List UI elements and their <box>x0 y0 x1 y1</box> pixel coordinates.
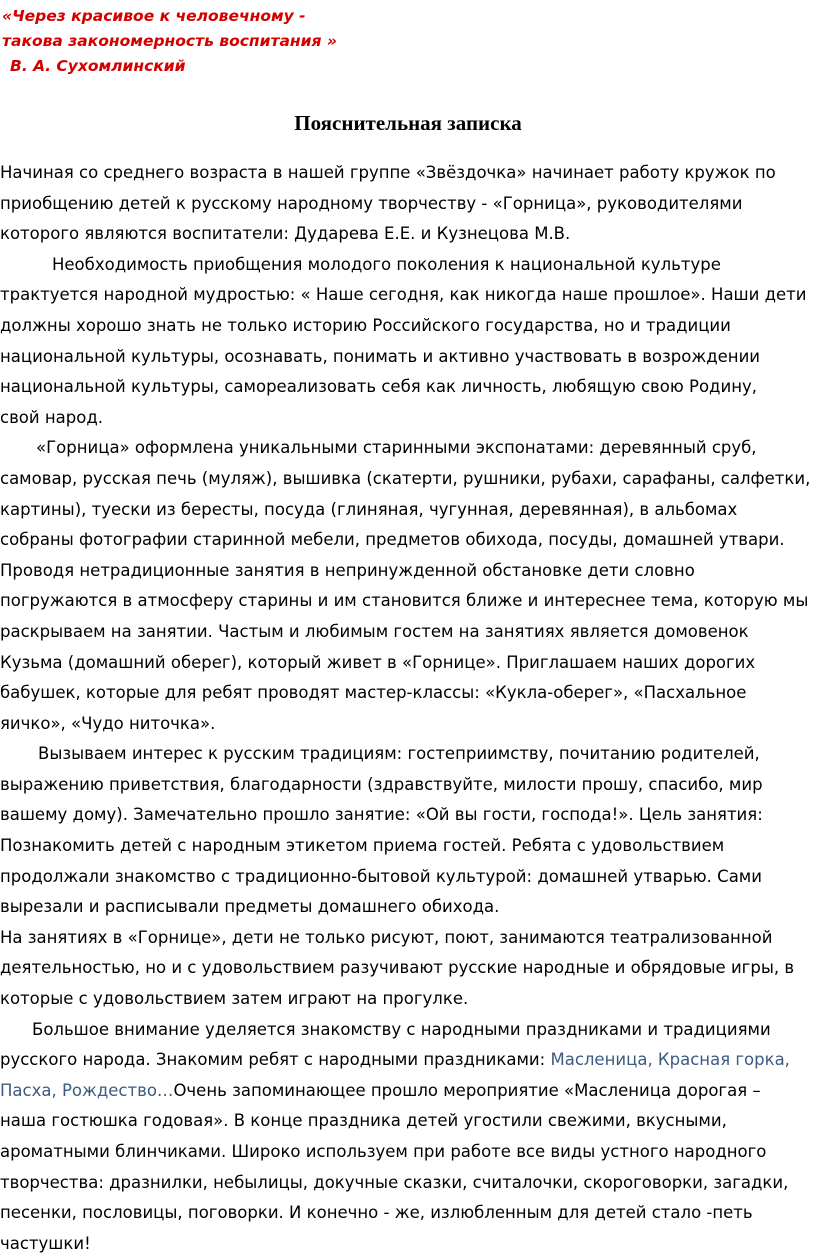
text-line: творчества: дразнилки, небылицы, докучные сказки, считалочки, скороговорки, загадки, <box>0 1172 789 1192</box>
text-line: вашему дому). Замечательно прошло занятие: «Ой вы гости, господа!». Цель занятия: <box>0 805 763 825</box>
text-line: На занятиях в «Горнице», дети не только рисуют, поют, занимаются театрализованной <box>0 927 773 947</box>
text-line: Большое внимание уделяется знакомству с народными праздниками и традициями <box>32 1019 771 1039</box>
text-line: национальной культуры, самореализовать себя как личность, любящую свою Родину, <box>0 377 757 397</box>
text-line: ароматными блинчиками. Широко используем при работе все виды устного народного <box>0 1142 767 1161</box>
text-line: Необходимость приобщения молодого поколения к национальной культуре <box>52 254 721 274</box>
text-line: национальной культуры, осознавать, понимать и активно участвовать в возрождении <box>0 346 761 366</box>
text-line: картины), туески из бересты, посуда (глиняная, чугунная, деревянная), в альбомах <box>0 499 738 519</box>
text-line: которые с удовольствием затем играют на прогулке. <box>0 989 469 1009</box>
text-line <box>0 1076 816 1107</box>
text-line: собраны фотографии старинной мебели, предметов обихода, посуды, домашней утвари. <box>0 530 785 550</box>
holiday-highlight: Пасха, Рождество… <box>0 1080 174 1100</box>
text-line: приобщению детей к русскому народному творчеству - «Горница», руководителями <box>0 193 743 213</box>
text-line: продолжали знакомство с традиционно-бытовой культурой: домашней утварью. Сами <box>0 866 762 886</box>
text-line: деятельностью, но и с удовольствием разучивают русские народные и обрядовые игры, в <box>0 958 795 978</box>
text-segment: Очень запоминающее прошло мероприятие «Масленица дорогая – <box>173 1080 761 1100</box>
holiday-highlight: Масленица, Красная горка, <box>550 1050 790 1070</box>
text-line: которого являются воспитатели: Дударева Е.Е. и Кузнецова М.В. <box>0 224 571 244</box>
text-line: раскрываем на занятии. Частым и любимым гостем на занятиях является домовенок <box>0 621 749 641</box>
text-line: Кузьма (домашний оберег), который живет в «Горнице». Приглашаем наших дорогих <box>0 652 756 672</box>
text-segment: русского народа. Знакомим ребят с народными праздниками: <box>0 1050 551 1070</box>
text-line: должны хорошо знать не только историю Российского государства, но и традиции <box>0 315 731 335</box>
text-line: Вызываем интерес к русским традициям: гостеприимству, почитанию родителей, <box>38 744 760 764</box>
text-line: «Горница» оформлена уникальными старинными экспонатами: деревянный сруб, <box>36 438 757 458</box>
epigraph-author: В. А. Сухомлинский <box>10 57 186 75</box>
text-line <box>0 1045 816 1076</box>
text-line: бабушек, которые для ребят проводят мастер-классы: «Кукла-оберег», «Пасхальное <box>0 683 747 703</box>
epigraph <box>2 4 337 79</box>
text-line: Проводя нетрадиционные занятия в непринужденной обстановке дети словно <box>0 560 695 580</box>
text-line: свой народ. <box>0 407 103 427</box>
document-title: Пояснительная записка <box>294 111 522 135</box>
epigraph-line-2: такова закономерность воспитания » <box>2 32 337 50</box>
text-line: трактуется народной мудростью: « Наше сегодня, как никогда наше прошлое». Наши дети <box>0 285 807 305</box>
text-line: вырезали и расписывали предметы домашнего обихода. <box>0 897 500 917</box>
text-line: погружаются в атмосферу старины и им становится ближе и интереснее тема, которую мы <box>0 591 809 611</box>
document-body <box>0 158 816 1259</box>
text-line: Познакомить детей с народным этикетом приема гостей. Ребята с удовольствием <box>0 836 725 856</box>
text-line: Начиная со среднего возраста в нашей группе «Звёздочка» начинает работу кружок по <box>0 163 776 182</box>
epigraph-line-1: «Через красивое к человечному - <box>2 7 306 25</box>
text-line: наша гостюшка годовая». В конце праздника детей угостили свежими, вкусными, <box>0 1111 727 1131</box>
text-line: самовар, русская печь (муляж), вышивка (скатерти, рушники, рубахи, сарафаны, салфетки, <box>0 468 811 488</box>
text-line: частушки! <box>0 1233 91 1253</box>
text-line: яичко», «Чудо ниточка». <box>0 713 216 733</box>
text-line: выражению приветствия, благодарности (здравствуйте, милости прошу, спасибо, мир <box>0 774 763 794</box>
text-line: песенки, пословицы, поговорки. И конечно - же, излюбленным для детей стало -петь <box>0 1203 753 1223</box>
